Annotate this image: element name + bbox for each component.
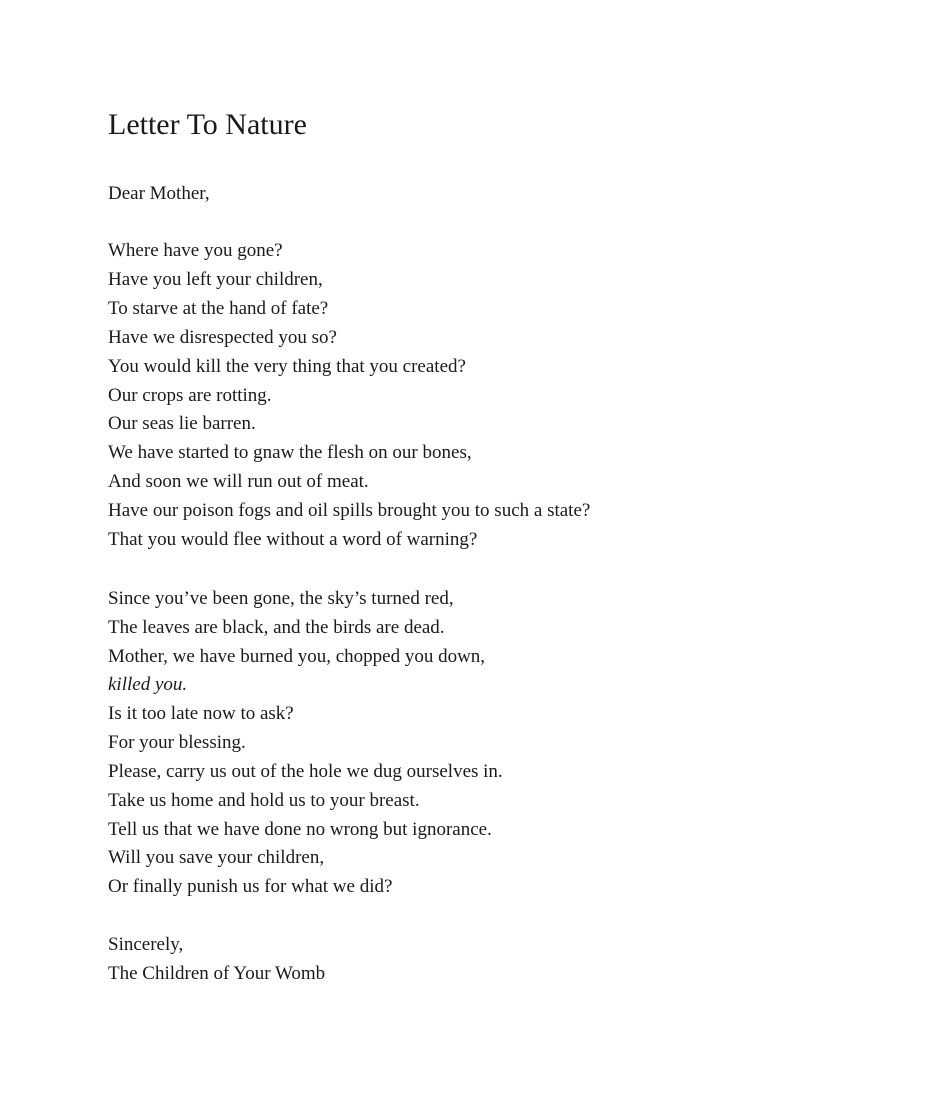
poem-line: Or finally punish us for what we did? <box>108 876 393 897</box>
poem-line: Take us home and hold us to your breast. <box>108 790 420 811</box>
poem-line: Is it too late now to ask? <box>108 703 294 724</box>
poem-line: Have you left your children, <box>108 269 323 290</box>
poem-line: Where have you gone? <box>108 240 283 261</box>
poem-line: The leaves are black, and the birds are dead. <box>108 617 445 638</box>
closing: Sincerely, <box>108 934 184 955</box>
poem-line: We have started to gnaw the flesh on our bones, <box>108 442 472 463</box>
page-title: Letter To Nature <box>108 108 307 141</box>
poem-line-italic: killed you. <box>108 674 188 695</box>
poem-line: Since you’ve been gone, the sky’s turned red, <box>108 588 454 609</box>
poem-line: Tell us that we have done no wrong but ignorance. <box>108 819 492 840</box>
poem-line: That you would flee without a word of warning? <box>108 529 478 550</box>
poem-line: Please, carry us out of the hole we dug ourselves in. <box>108 761 503 782</box>
poem-line: Our seas lie barren. <box>108 413 256 434</box>
salutation: Dear Mother, <box>108 183 210 204</box>
poem-line: Our crops are rotting. <box>108 385 272 406</box>
poem-line: Have our poison fogs and oil spills brought you to such a state? <box>108 500 591 521</box>
poem-line: Will you save your children, <box>108 847 325 868</box>
poem-line: Mother, we have burned you, chopped you down, <box>108 646 486 667</box>
poem-line: For your blessing. <box>108 732 246 753</box>
poem-line: To starve at the hand of fate? <box>108 298 329 319</box>
signature: The Children of Your Womb <box>108 963 326 984</box>
poem-line: You would kill the very thing that you created? <box>108 356 466 377</box>
poem-line: Have we disrespected you so? <box>108 327 337 348</box>
poem-line: And soon we will run out of meat. <box>108 471 369 492</box>
